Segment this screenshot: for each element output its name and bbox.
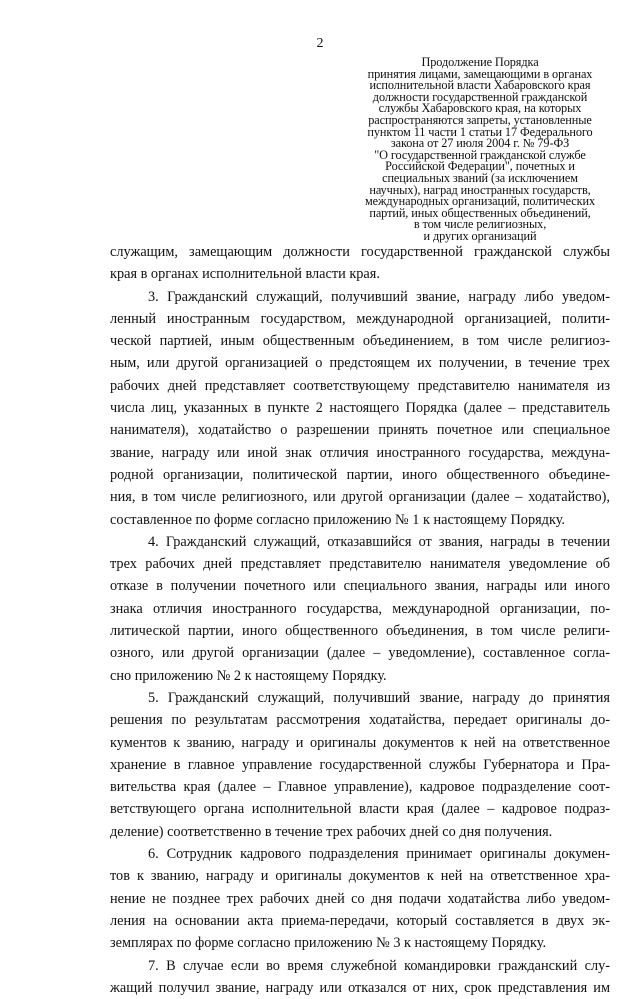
body-line: нение не позднее трех рабочих дней со дня подачи ходатайства либо уведом-	[110, 890, 610, 907]
body-line: кументов к званию, награду и оригиналы документов к ней на ответственное	[110, 734, 610, 751]
body-line: деление) соответственно в течение трех рабочих дней со дня получения.	[110, 823, 553, 840]
body-line: ления на основании акта приема-передачи, который составляется в двух эк-	[110, 912, 610, 929]
body-line: края в органах исполнительной власти края.	[110, 266, 380, 283]
header-line: специальных званий (за исключением	[382, 170, 578, 185]
header-line: Российской Федерации", почетных и	[385, 159, 575, 174]
body-line: литической партии, иного общественного объединения, в том числе религи-	[110, 623, 610, 640]
body-line: жащий получил звание, награду или отказался от них, срок представления им	[110, 979, 610, 996]
paragraph-3-line: 3. Гражданский служащий, получивший звание, награду либо уведом-	[148, 288, 610, 305]
body-line: ным, или другой организацией о предстоящем их получении, в течение трех	[110, 355, 610, 372]
header-block	[345, 57, 615, 243]
header-line: исполнительной власти Хабаровского края	[369, 78, 591, 93]
body-line: тов к званию, награду и оригиналы документов к ней на ответственное хра-	[110, 868, 610, 885]
body-line: вительства края (далее – Главное управление), кадровое подразделение соот-	[110, 779, 610, 796]
body-line: служащим, замещающим должности государственной гражданской службы	[110, 244, 610, 260]
body-line: родной организации, политической партии, иного общественного объедине-	[110, 466, 610, 483]
body-line: решения по результатам рассмотрения ходатайства, передает оригиналы до-	[110, 712, 610, 729]
header-line: и других организаций	[423, 228, 537, 243]
body-line: озного, или другой организации (далее – уведомление), составленное согла-	[110, 645, 610, 662]
body-line: числа лиц, указанных в пункте 2 настоящего Порядка (далее – представитель	[110, 400, 610, 417]
body-line: ческой партией, иным общественным объединением, в том числе религиоз-	[110, 333, 610, 350]
paragraph-7-line: 7. В случае если во время служебной командировки гражданский слу-	[148, 957, 610, 974]
body-line: трех рабочих дней представляет представителю нанимателя уведомление об	[110, 556, 610, 573]
body-line: рабочих дней представляет соответствующему представителю нанимателя из	[110, 377, 610, 394]
header-line: должности государственной гражданской	[372, 89, 588, 104]
header-line: "О государственной гражданской службе	[374, 147, 586, 162]
header-line: Продолжение Порядка	[421, 55, 539, 69]
body-line: составленное по форме согласно приложению № 1 к настоящему Порядку.	[110, 511, 565, 528]
header-line: принятия лицами, замещающими в органах	[367, 66, 593, 81]
body-line: земплярах по форме согласно приложению № 3 к настоящему Порядку.	[110, 935, 547, 952]
body-line: ветствующего органа исполнительной власти края (далее – кадровое подраз-	[110, 801, 610, 818]
body-text	[110, 241, 610, 999]
header-line: международных организаций, политических	[364, 194, 596, 209]
header-line: научных), наград иностранных государств,	[369, 182, 591, 197]
header-line: в том числе религиозных,	[413, 217, 547, 232]
paragraph-5-line: 5. Гражданский служащий, получивший звание, награду до принятия	[148, 689, 610, 706]
page-number: 2	[316, 36, 324, 51]
paragraph-6-line: 6. Сотрудник кадрового подразделения принимает оригиналы докумен-	[148, 846, 610, 863]
body-line: знака отличия иностранного государства, международной организации, по-	[110, 600, 610, 617]
body-line: нанимателя), ходатайство о разрешении принять почетное или специальное	[110, 422, 610, 439]
header-line: службы Хабаровского края, на которых	[378, 101, 582, 116]
body-line: звание, награду или иной знак отличия иностранного государства, междуна-	[110, 444, 610, 461]
header-line: пунктом 11 части 1 статьи 17 Федерального	[367, 124, 593, 139]
body-line: хранение в главное управление государственной службы Губернатора и Пра-	[110, 756, 610, 773]
header-line: распространяются запреты, установленные	[368, 112, 592, 127]
header-line: закона от 27 июля 2004 г. № 79-ФЗ	[390, 136, 570, 151]
header-line: партий, иных общественных объединений,	[369, 205, 591, 220]
paragraph-4-line: 4. Гражданский служащий, отказавшийся от звания, награды в течении	[148, 533, 610, 550]
body-line: отказе в получении почетного или специального звания, награды или иного	[110, 578, 610, 595]
body-line: ленный иностранным государством, международной организацией, полити-	[110, 310, 610, 327]
body-line: ния, в том числе религиозного, или другой организации (далее – ходатайство),	[110, 489, 610, 506]
body-line: сно приложению № 2 к настоящему Порядку.	[110, 667, 387, 684]
